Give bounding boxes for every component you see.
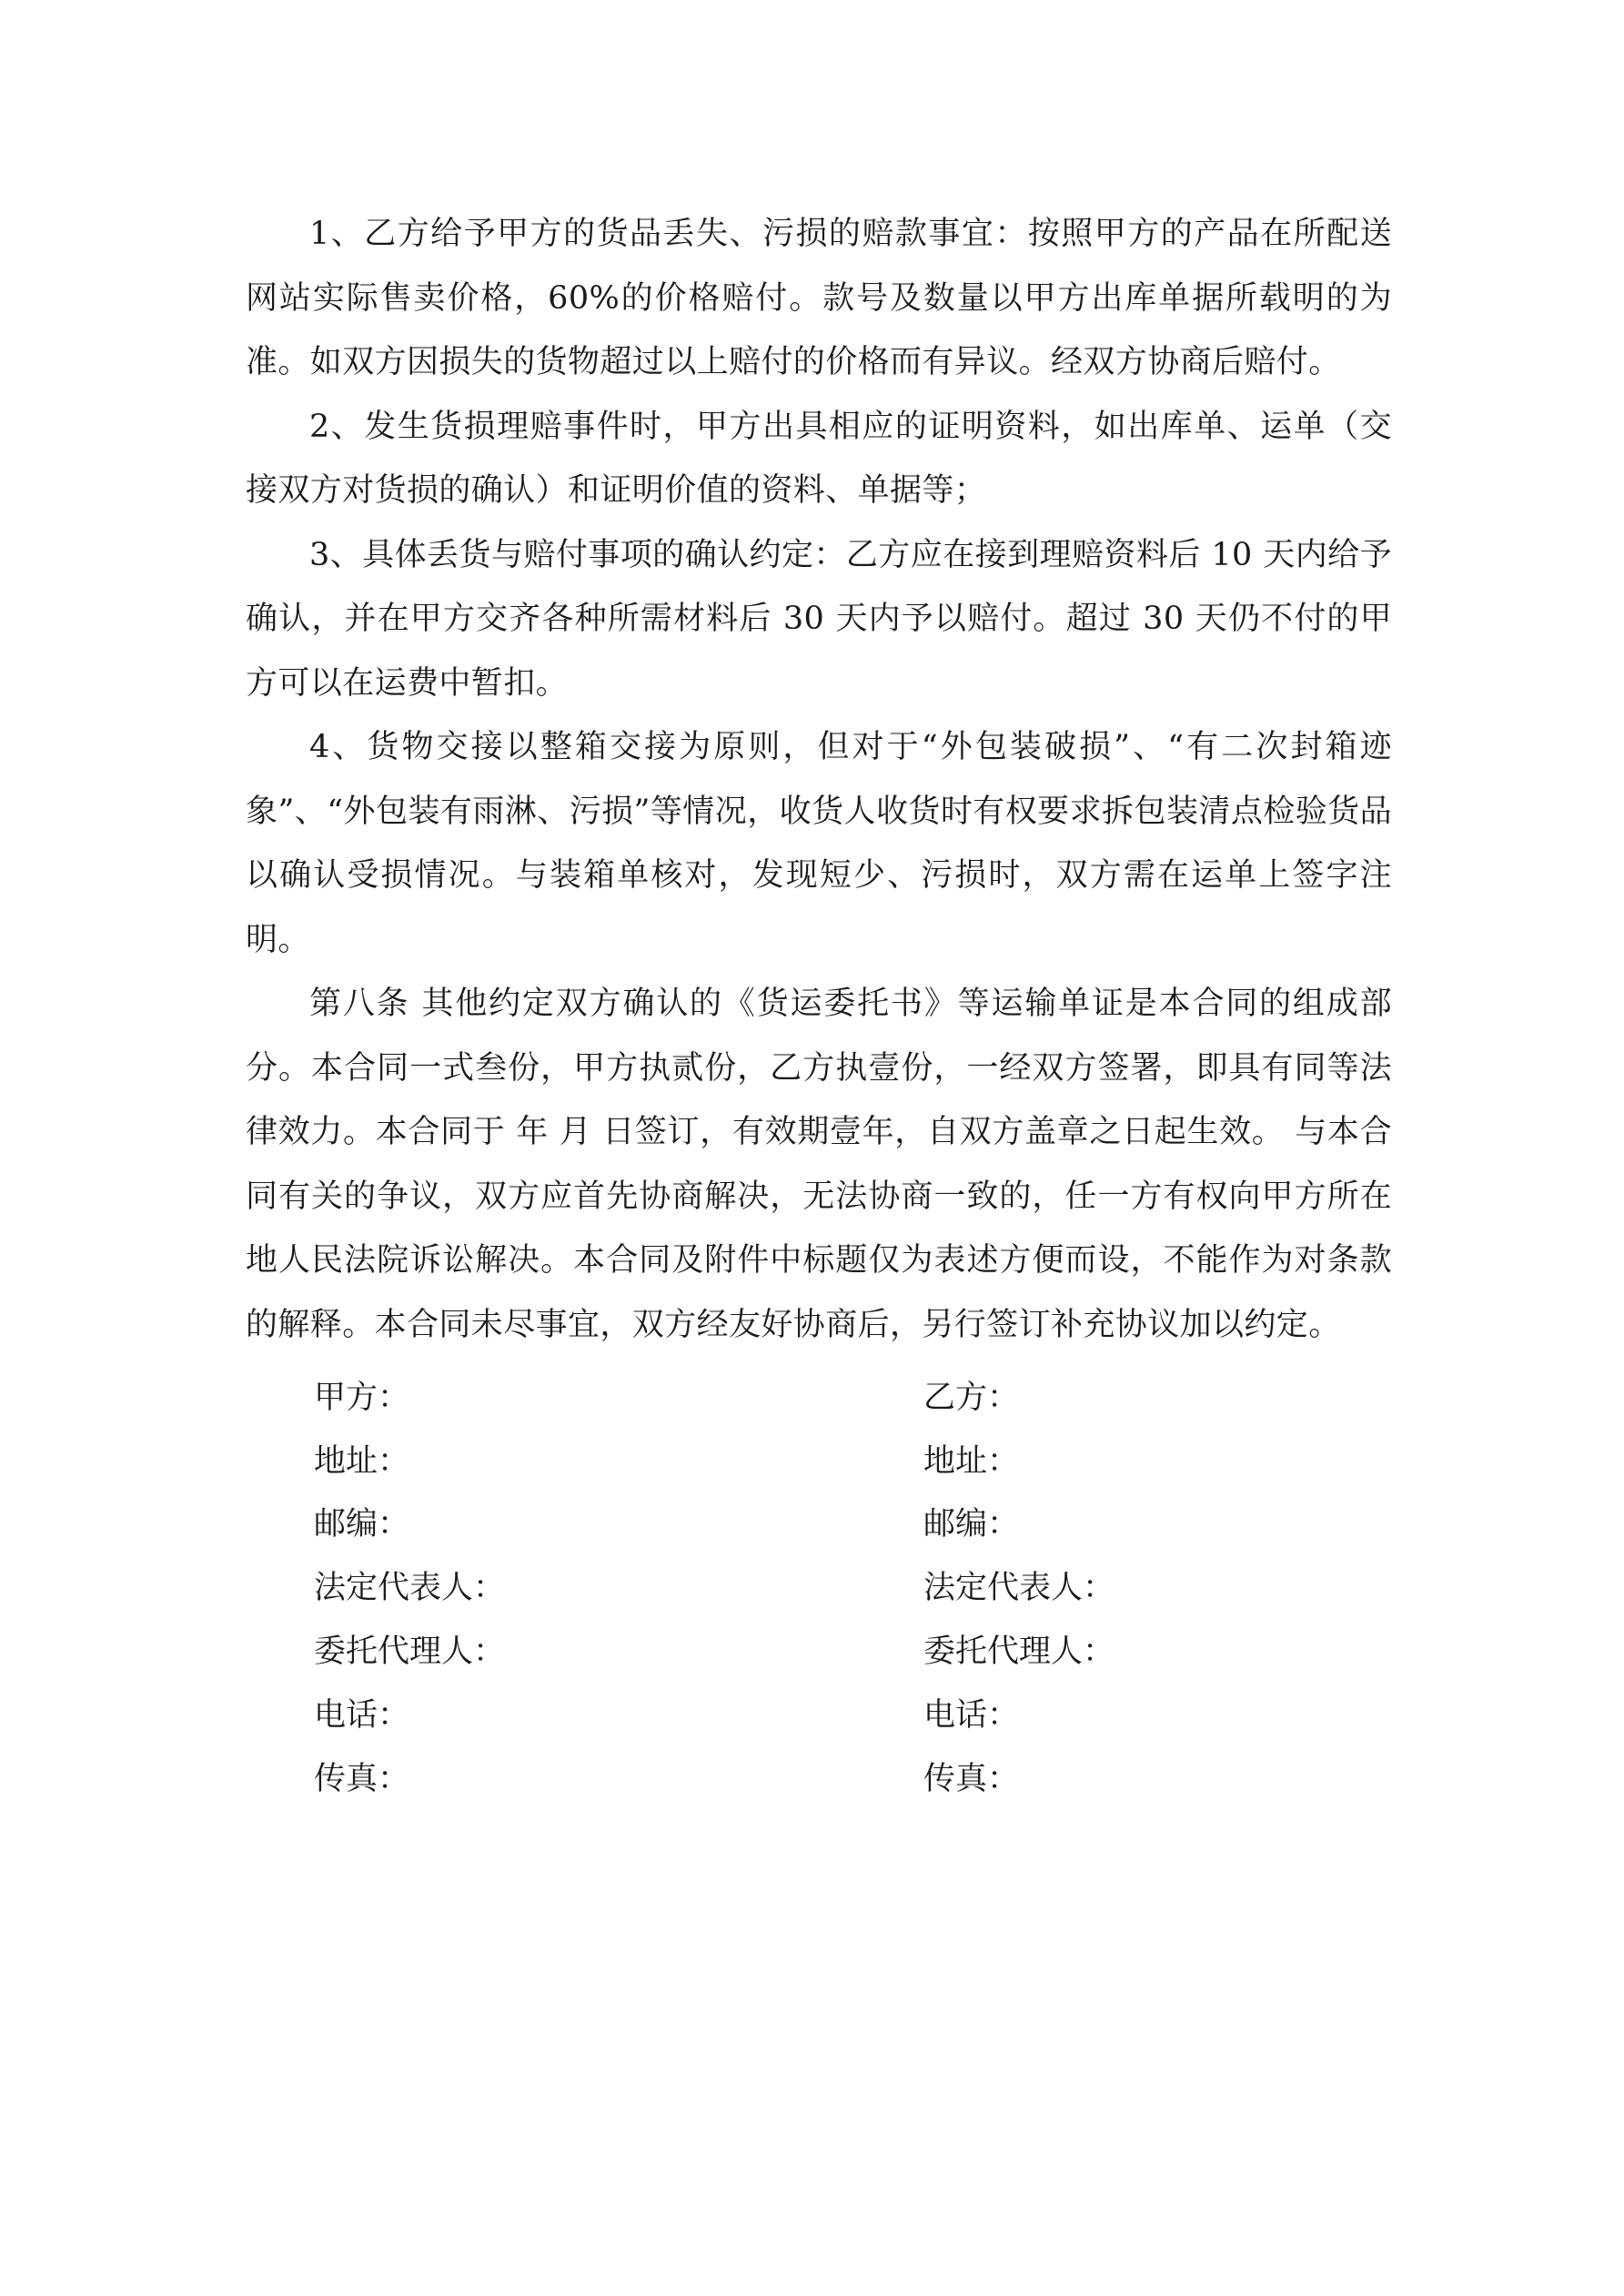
party-b-fax-label: 传真： [923,1760,1020,1797]
signature-row-agent [314,1617,1351,1681]
party-a-label: 甲方： [314,1379,410,1416]
party-a-phone-label: 电话： [314,1696,410,1734]
party-a-legal-rep-label: 法定代表人： [314,1570,506,1607]
party-b-postcode-label: 邮编： [923,1506,1020,1543]
signature-row-fax [314,1745,1351,1808]
signature-block [314,1363,1351,1808]
signature-row-postcode [314,1491,1351,1554]
clause-4-paragraph: 4、货物交接以整箱交接为原则，但对于“外包装破损”、“有二次封箱迹象”、“外包装有雨淋、污损”等情况，收货人收货时有权要求拆包装清点检验货品以确认受损情况。与装箱单核对，发现短少、污损时，双方需在运单上签字注明。 [246,729,1392,958]
party-b-legal-rep-label: 法定代表人： [923,1570,1115,1607]
clause-1-paragraph: 1、乙方给予甲方的货品丢失、污损的赔款事宜：按照甲方的产品在所配送网站实际售卖价格，60%的价格赔付。款号及数量以甲方出库单据所载明的为准。如双方因损失的货物超过以上赔付的价格而有异议。经双方协商后赔付。 [246,216,1392,380]
party-b-label: 乙方： [923,1379,1020,1416]
article-8-paragraph: 第八条 其他约定双方确认的《货运委托书》等运输单证是本合同的组成部分。本合同一式叁份，甲方执贰份，乙方执壹份，一经双方签署，即具有同等法律效力。本合同于 年 月 日签订，有效期壹年，自双方盖章之日起生效。 与本合同有关的争议，双方应首先协商解决，无法协商一致的，任一方有权向甲方所在地人民法院诉讼解决。本合同及附件中标题仅为表述方便而设，不能作为对条款的解释。本合同未尽事宜，双方经友好协商后，另行签订补充协议加以约定。 [246,986,1392,1343]
party-b-address-label: 地址： [923,1442,1020,1480]
party-a-fax-label: 传真： [314,1760,410,1797]
signature-row-legal-rep [314,1553,1351,1617]
signature-row-party [314,1363,1351,1427]
signature-row-phone [314,1681,1351,1745]
clause-2-paragraph: 2、发生货损理赔事件时，甲方出具相应的证明资料，如出库单、运单（交接双方对货损的确认）和证明价值的资料、单据等； [246,408,1392,509]
clause-3-paragraph: 3、具体丢货与赔付事项的确认约定：乙方应在接到理赔资料后 10 天内给予确认，并在甲方交齐各种所需材料后 30 天内予以赔付。超过 30 天仍不付的甲方可以在运费中暂扣。 [246,536,1392,702]
party-b-agent-label: 委托代理人： [923,1633,1115,1671]
party-b-phone-label: 电话： [923,1696,1020,1734]
party-a-postcode-label: 邮编： [314,1506,410,1543]
party-a-agent-label: 委托代理人： [314,1633,506,1671]
party-a-address-label: 地址： [314,1442,410,1480]
contract-body [246,202,1392,1357]
signature-row-address [314,1427,1351,1491]
